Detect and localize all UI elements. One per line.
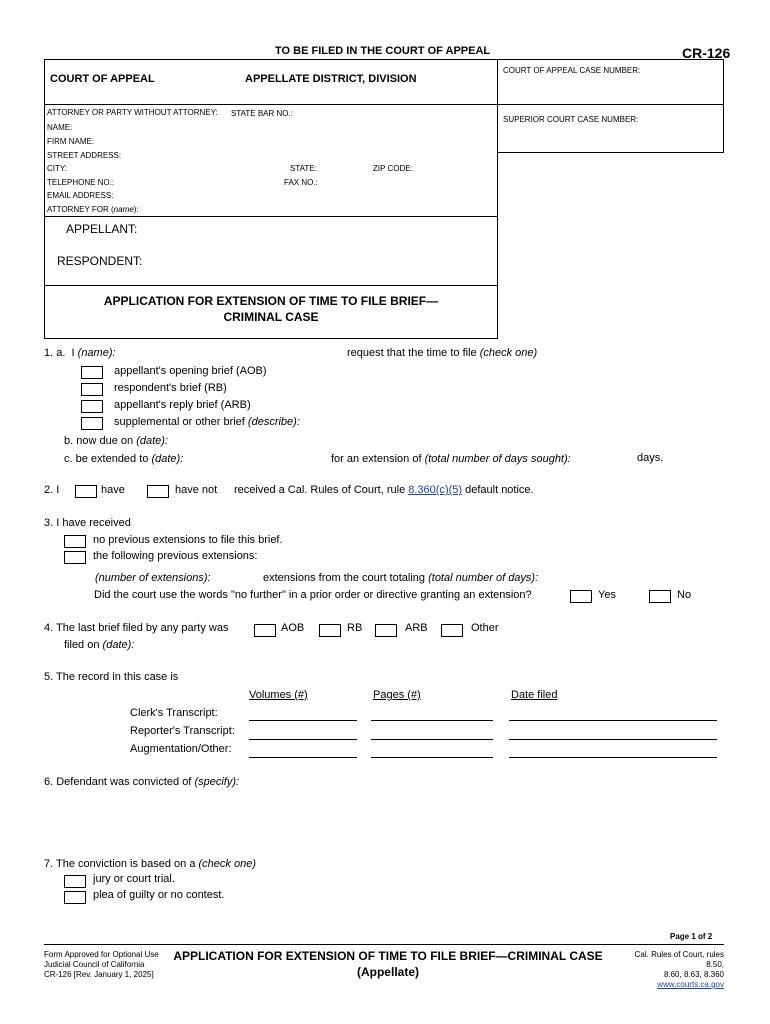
firm-name-label: FIRM NAME: — [47, 137, 95, 146]
rb-checkbox[interactable] — [81, 383, 103, 396]
date-filed-header: Date filed — [511, 689, 558, 701]
attorney-for-label: ATTORNEY FOR (name): — [47, 205, 139, 214]
appellate-district-label: APPELLATE DISTRICT, DIVISION — [245, 73, 417, 85]
form-number: CR-126 — [682, 45, 731, 61]
form-approved-note: Form Approved for Optional Use Judicial Council of California CR-126 [Rev. January 1, 2025] — [44, 950, 159, 979]
item1-a-label: 1. a. I (name): — [44, 347, 116, 359]
jury-trial-label: jury or court trial. — [93, 873, 175, 885]
have-not-label: have not — [175, 484, 218, 496]
last-other-checkbox[interactable] — [441, 624, 463, 637]
pages-header: Pages (#) — [373, 689, 421, 701]
item7-label: 7. The conviction is based on a (check one) — [44, 858, 256, 870]
number-extensions-hint: (number of extensions): — [95, 572, 211, 584]
superior-case-number-label: SUPERIOR COURT CASE NUMBER: — [503, 115, 639, 124]
rb-option-label: respondent's brief (RB) — [114, 382, 227, 394]
appellant-label: APPELLANT: — [66, 222, 138, 236]
item1-request-text: request that the time to file (check one) — [347, 347, 538, 359]
received-notice-text: received a Cal. Rules of Court, rule 8.360(c)(5) default notice. — [234, 484, 534, 496]
filed-on-label: filed on (date): — [64, 639, 135, 651]
no-label: No — [677, 589, 692, 601]
yes-checkbox[interactable] — [570, 590, 592, 603]
no-further-question: Did the court use the words "no further" in a prior order or directive granting an extension? — [94, 589, 532, 601]
extension-text: for an extension of (total number of days sought): — [331, 453, 571, 465]
telephone-label: TELEPHONE NO.: — [47, 178, 115, 187]
reporters-pages-line[interactable] — [371, 739, 493, 740]
item5-label: 5. The record in this case is — [44, 671, 179, 683]
augmentation-label: Augmentation/Other: — [130, 743, 232, 755]
fax-label: FAX NO.: — [284, 178, 318, 187]
no-previous-label: no previous extensions to file this brief. — [93, 534, 283, 546]
last-arb-checkbox[interactable] — [375, 624, 397, 637]
city-label: CITY: — [47, 164, 68, 173]
state-label: STATE: — [290, 164, 317, 173]
email-label: EMAIL ADDRESS: — [47, 191, 114, 200]
aob-checkbox[interactable] — [81, 366, 103, 379]
street-address-label: STREET ADDRESS: — [47, 151, 122, 160]
clerks-date-line[interactable] — [509, 720, 717, 721]
plea-checkbox[interactable] — [64, 891, 86, 904]
form-title: APPLICATION FOR EXTENSION OF TIME TO FILE BRIEF— CRIMINAL CASE — [103, 294, 439, 324]
item3-label: 3. I have received — [44, 517, 131, 529]
other-brief-option-label: supplemental or other brief (describe): — [114, 416, 300, 428]
item6-label: 6. Defendant was convicted of (specify): — [44, 776, 240, 788]
last-aob-checkbox[interactable] — [254, 624, 276, 637]
augmentation-volumes-line[interactable] — [249, 757, 357, 758]
augmentation-pages-line[interactable] — [371, 757, 493, 758]
item1-c-label: c. be extended to (date): — [64, 453, 184, 465]
no-checkbox[interactable] — [649, 590, 671, 603]
following-extensions-checkbox[interactable] — [64, 551, 86, 564]
item4-label: 4. The last brief filed by any party was — [44, 622, 229, 634]
zip-code-label: ZIP CODE: — [373, 164, 413, 173]
other-brief-checkbox[interactable] — [81, 417, 103, 430]
last-other-label: Other — [471, 622, 499, 634]
clerks-transcript-label: Clerk's Transcript: — [130, 707, 218, 719]
reporters-date-line[interactable] — [509, 739, 717, 740]
following-extensions-label: the following previous extensions: — [93, 550, 258, 562]
clerks-pages-line[interactable] — [371, 720, 493, 721]
arb-checkbox[interactable] — [81, 400, 103, 413]
filed-in-heading: TO BE FILED IN THE COURT OF APPEAL — [275, 45, 491, 57]
page-number: Page 1 of 2 — [670, 932, 713, 941]
last-arb-label: ARB — [405, 622, 428, 634]
yes-label: Yes — [598, 589, 616, 601]
rules-citation: Cal. Rules of Court, rules 8.50, 8.60, 8.63, 8.360 www.courts.ca.gov — [634, 950, 724, 989]
rule-8360-link[interactable]: 8.360(c)(5) — [408, 484, 463, 496]
footer-title: APPLICATION FOR EXTENSION OF TIME TO FILE BRIEF—CRIMINAL CASE (Appellate) — [173, 949, 603, 979]
courts-website-link[interactable]: www.courts.ca.gov — [657, 980, 724, 989]
have-not-checkbox[interactable] — [147, 485, 169, 498]
state-bar-label: STATE BAR NO.: — [231, 109, 293, 118]
no-previous-checkbox[interactable] — [64, 535, 86, 548]
last-rb-checkbox[interactable] — [319, 624, 341, 637]
have-checkbox[interactable] — [75, 485, 97, 498]
days-label: days. — [637, 452, 664, 464]
augmentation-date-line[interactable] — [509, 757, 717, 758]
attorney-label: ATTORNEY OR PARTY WITHOUT ATTORNEY: — [47, 108, 218, 117]
arb-option-label: appellant's reply brief (ARB) — [114, 399, 251, 411]
reporters-volumes-line[interactable] — [249, 739, 357, 740]
volumes-header: Volumes (#) — [249, 689, 308, 701]
respondent-label: RESPONDENT: — [57, 254, 143, 268]
reporters-transcript-label: Reporter's Transcript: — [130, 725, 235, 737]
extensions-total-text: extensions from the court totaling (total number of days): — [263, 572, 539, 584]
item2-label: 2. I — [44, 484, 60, 496]
last-rb-label: RB — [347, 622, 363, 634]
clerks-volumes-line[interactable] — [249, 720, 357, 721]
name-label: NAME: — [47, 123, 73, 132]
have-label: have — [101, 484, 125, 496]
jury-trial-checkbox[interactable] — [64, 875, 86, 888]
aob-option-label: appellant's opening brief (AOB) — [114, 365, 267, 377]
plea-label: plea of guilty or no contest. — [93, 889, 225, 901]
court-of-appeal-label: COURT OF APPEAL — [50, 73, 155, 85]
coa-case-number-label: COURT OF APPEAL CASE NUMBER: — [503, 66, 641, 75]
last-aob-label: AOB — [281, 622, 305, 634]
item1-b-label: b. now due on (date): — [64, 435, 168, 447]
